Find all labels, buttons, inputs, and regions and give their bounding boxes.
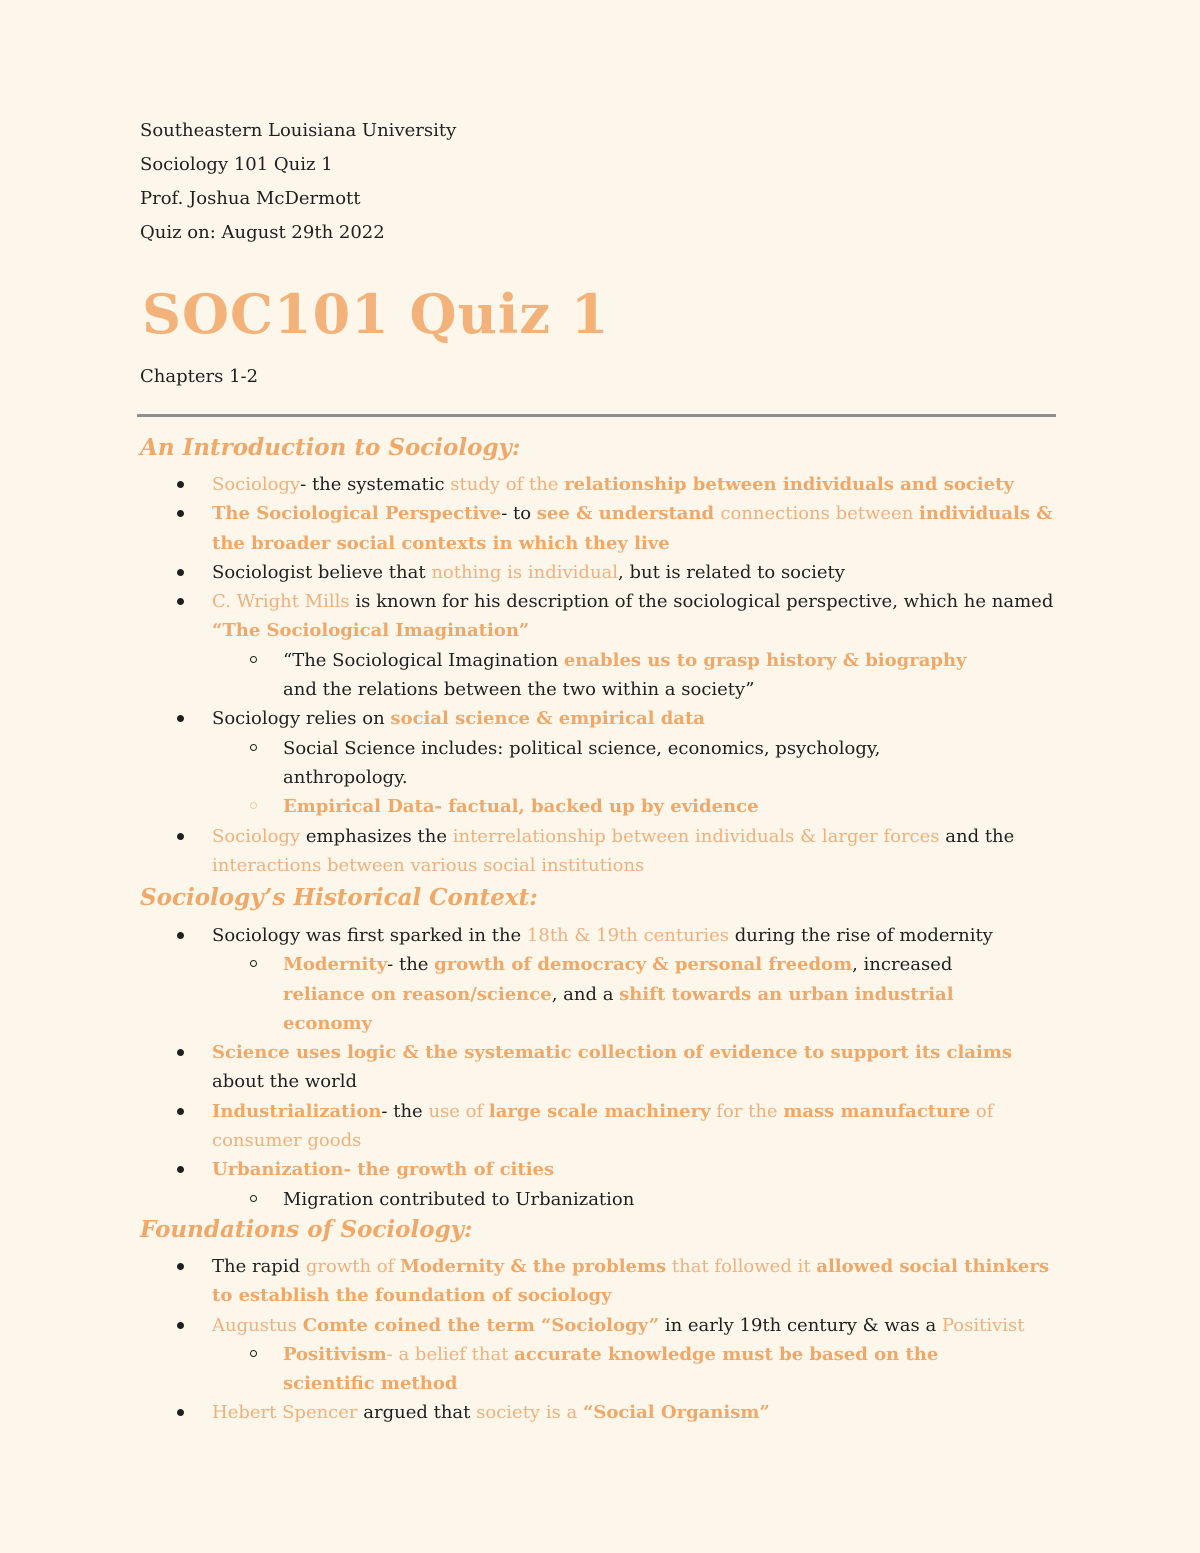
highlighted-text: of consumer goods: [212, 1100, 994, 1152]
highlighted-text: “Social Organism”: [582, 1402, 770, 1424]
quiz-date: Quiz on: August 29th 2022: [140, 222, 385, 243]
highlighted-text: use of: [428, 1100, 489, 1122]
bullet-item: [0, 1038, 1060, 1097]
highlighted-text: shift towards an urban industrial economy: [283, 983, 954, 1034]
sub-bullet-item: [212, 950, 983, 1038]
highlighted-text: C. Wright Mills: [212, 591, 350, 613]
highlighted-text: for the: [710, 1100, 784, 1122]
highlighted-text: Modernity & the problems: [399, 1256, 667, 1277]
bullet-item: [0, 558, 1060, 587]
document-header: [140, 114, 456, 250]
highlighted-text: society is a: [476, 1402, 583, 1424]
body-text: and the relations between the two within a society”: [283, 679, 755, 701]
bullet-item: [0, 921, 1060, 1038]
highlighted-text: that followed it: [666, 1256, 817, 1277]
body-text: Sociology was first sparked in the: [212, 925, 527, 946]
body-text: - the: [387, 954, 435, 976]
highlighted-text: Hebert Spencer: [212, 1402, 358, 1424]
bullet-item: [0, 470, 1060, 499]
section-heading-introduction: An Introduction to Sociology:: [140, 434, 521, 461]
section-list-introduction: [0, 470, 1200, 880]
document-subtitle: Chapters 1-2: [140, 366, 259, 387]
highlighted-text: Science uses logic & the systematic collection of evidence to support its claims: [212, 1042, 1013, 1064]
bullet-item: [0, 587, 1060, 704]
highlighted-text: Sociology: [212, 474, 301, 495]
highlighted-text: individuals & the broader social contexts in which they live: [212, 503, 1053, 554]
sub-bullet-item: [212, 646, 983, 705]
highlighted-text: growth of: [305, 1256, 400, 1277]
body-text: - the: [381, 1100, 429, 1122]
bullet-item: [0, 1097, 1060, 1156]
highlighted-text: reliance on reason/science: [283, 983, 552, 1005]
body-text: Social Science includes: political science, economics, psychology, anthropology.: [283, 737, 881, 788]
highlighted-text: interrelationship between individuals & larger forces: [452, 825, 940, 847]
highlighted-text: “The Sociological Imagination”: [212, 620, 530, 642]
bullet-item: [0, 1155, 1060, 1214]
highlighted-text: interactions between various social institutions: [212, 854, 645, 876]
body-text: about the world: [212, 1071, 357, 1093]
bullet-item: [0, 704, 1060, 821]
highlighted-text: Empirical Data- factual, backed up by evidence: [283, 796, 759, 818]
bullet-item: [0, 1398, 1060, 1427]
body-text: - the systematic: [300, 474, 451, 495]
sub-bullet-item: [212, 734, 983, 793]
highlighted-text: The Sociological Perspective: [212, 503, 502, 525]
highlighted-text: allowed social thinkers to establish the foundation of sociology: [212, 1256, 1049, 1307]
section-list-historical-context: [0, 921, 1200, 1214]
body-text: during the rise of modernity: [728, 925, 993, 946]
sub-bullet-item: [212, 1340, 983, 1399]
highlighted-text: see & understand: [536, 503, 721, 525]
body-text: - to: [501, 503, 537, 525]
horizontal-divider: [137, 414, 1056, 417]
highlighted-text: nothing is individual: [431, 561, 619, 583]
highlighted-text: large scale machinery: [488, 1100, 711, 1122]
section-list-foundations: [0, 1252, 1200, 1428]
highlighted-text: Modernity: [283, 954, 388, 976]
bullet-item: [0, 1252, 1060, 1311]
body-text: Sociology relies on: [212, 708, 391, 730]
highlighted-text: - a belief that: [386, 1343, 515, 1365]
body-text: , but is related to society: [618, 561, 845, 583]
sub-bullet-item: [212, 792, 983, 821]
course-name: Sociology 101 Quiz 1: [140, 154, 333, 175]
highlighted-text: Positivist: [941, 1314, 1025, 1336]
sub-bullet-list: [212, 646, 1060, 705]
sub-bullet-list: [212, 734, 1060, 822]
body-text: , increased: [852, 954, 953, 976]
sub-bullet-list: [212, 950, 1060, 1038]
sub-bullet-item: [212, 1185, 983, 1214]
highlighted-text: study of the: [450, 474, 565, 495]
bullet-item: [0, 1311, 1060, 1399]
highlighted-text: accurate knowledge must be based on the scientific method: [283, 1343, 939, 1395]
document-title: SOC101 Quiz 1: [142, 282, 610, 346]
highlighted-text: relationship between individuals and society: [564, 474, 1014, 495]
university-name: Southeastern Louisiana University: [140, 120, 457, 141]
section-heading-historical-context: Sociology’s Historical Context:: [140, 884, 538, 911]
highlighted-text: Sociology: [212, 825, 301, 847]
bullet-item: [0, 499, 1060, 558]
highlighted-text: Urbanization- the growth of cities: [212, 1159, 555, 1181]
bullet-item: [0, 822, 1060, 881]
highlighted-text: social science & empirical data: [390, 708, 705, 730]
body-text: “The Sociological Imagination: [283, 649, 564, 671]
body-text: emphasizes the: [300, 825, 453, 847]
body-text: The rapid: [212, 1256, 306, 1277]
body-text: in early 19th century & was a: [659, 1314, 942, 1336]
section-heading-foundations: Foundations of Sociology:: [140, 1216, 473, 1243]
highlighted-text: enables us to grasp history & biography: [563, 649, 967, 671]
highlighted-text: Positivism: [283, 1343, 387, 1365]
body-text: Sociologist believe that: [212, 561, 432, 583]
sub-bullet-list: [212, 1340, 1060, 1399]
body-text: and the: [939, 825, 1015, 847]
body-text: is known for his description of the sociological perspective, which he named: [349, 591, 1054, 613]
body-text: , and a: [551, 983, 620, 1005]
highlighted-text: connections between: [720, 503, 920, 525]
highlighted-text: 18th & 19th centuries: [526, 925, 729, 946]
body-text: argued that: [357, 1402, 477, 1424]
body-text: Migration contributed to Urbanization: [283, 1188, 635, 1210]
professor-name: Prof. Joshua McDermott: [140, 188, 361, 209]
highlighted-text: Augustus: [212, 1314, 303, 1336]
highlighted-text: growth of democracy & personal freedom: [434, 954, 853, 976]
highlighted-text: Comte coined the term “Sociology”: [302, 1314, 660, 1336]
highlighted-text: mass manufacture: [783, 1100, 971, 1122]
highlighted-text: Industrialization: [212, 1100, 382, 1122]
sub-bullet-list: [212, 1185, 1060, 1214]
